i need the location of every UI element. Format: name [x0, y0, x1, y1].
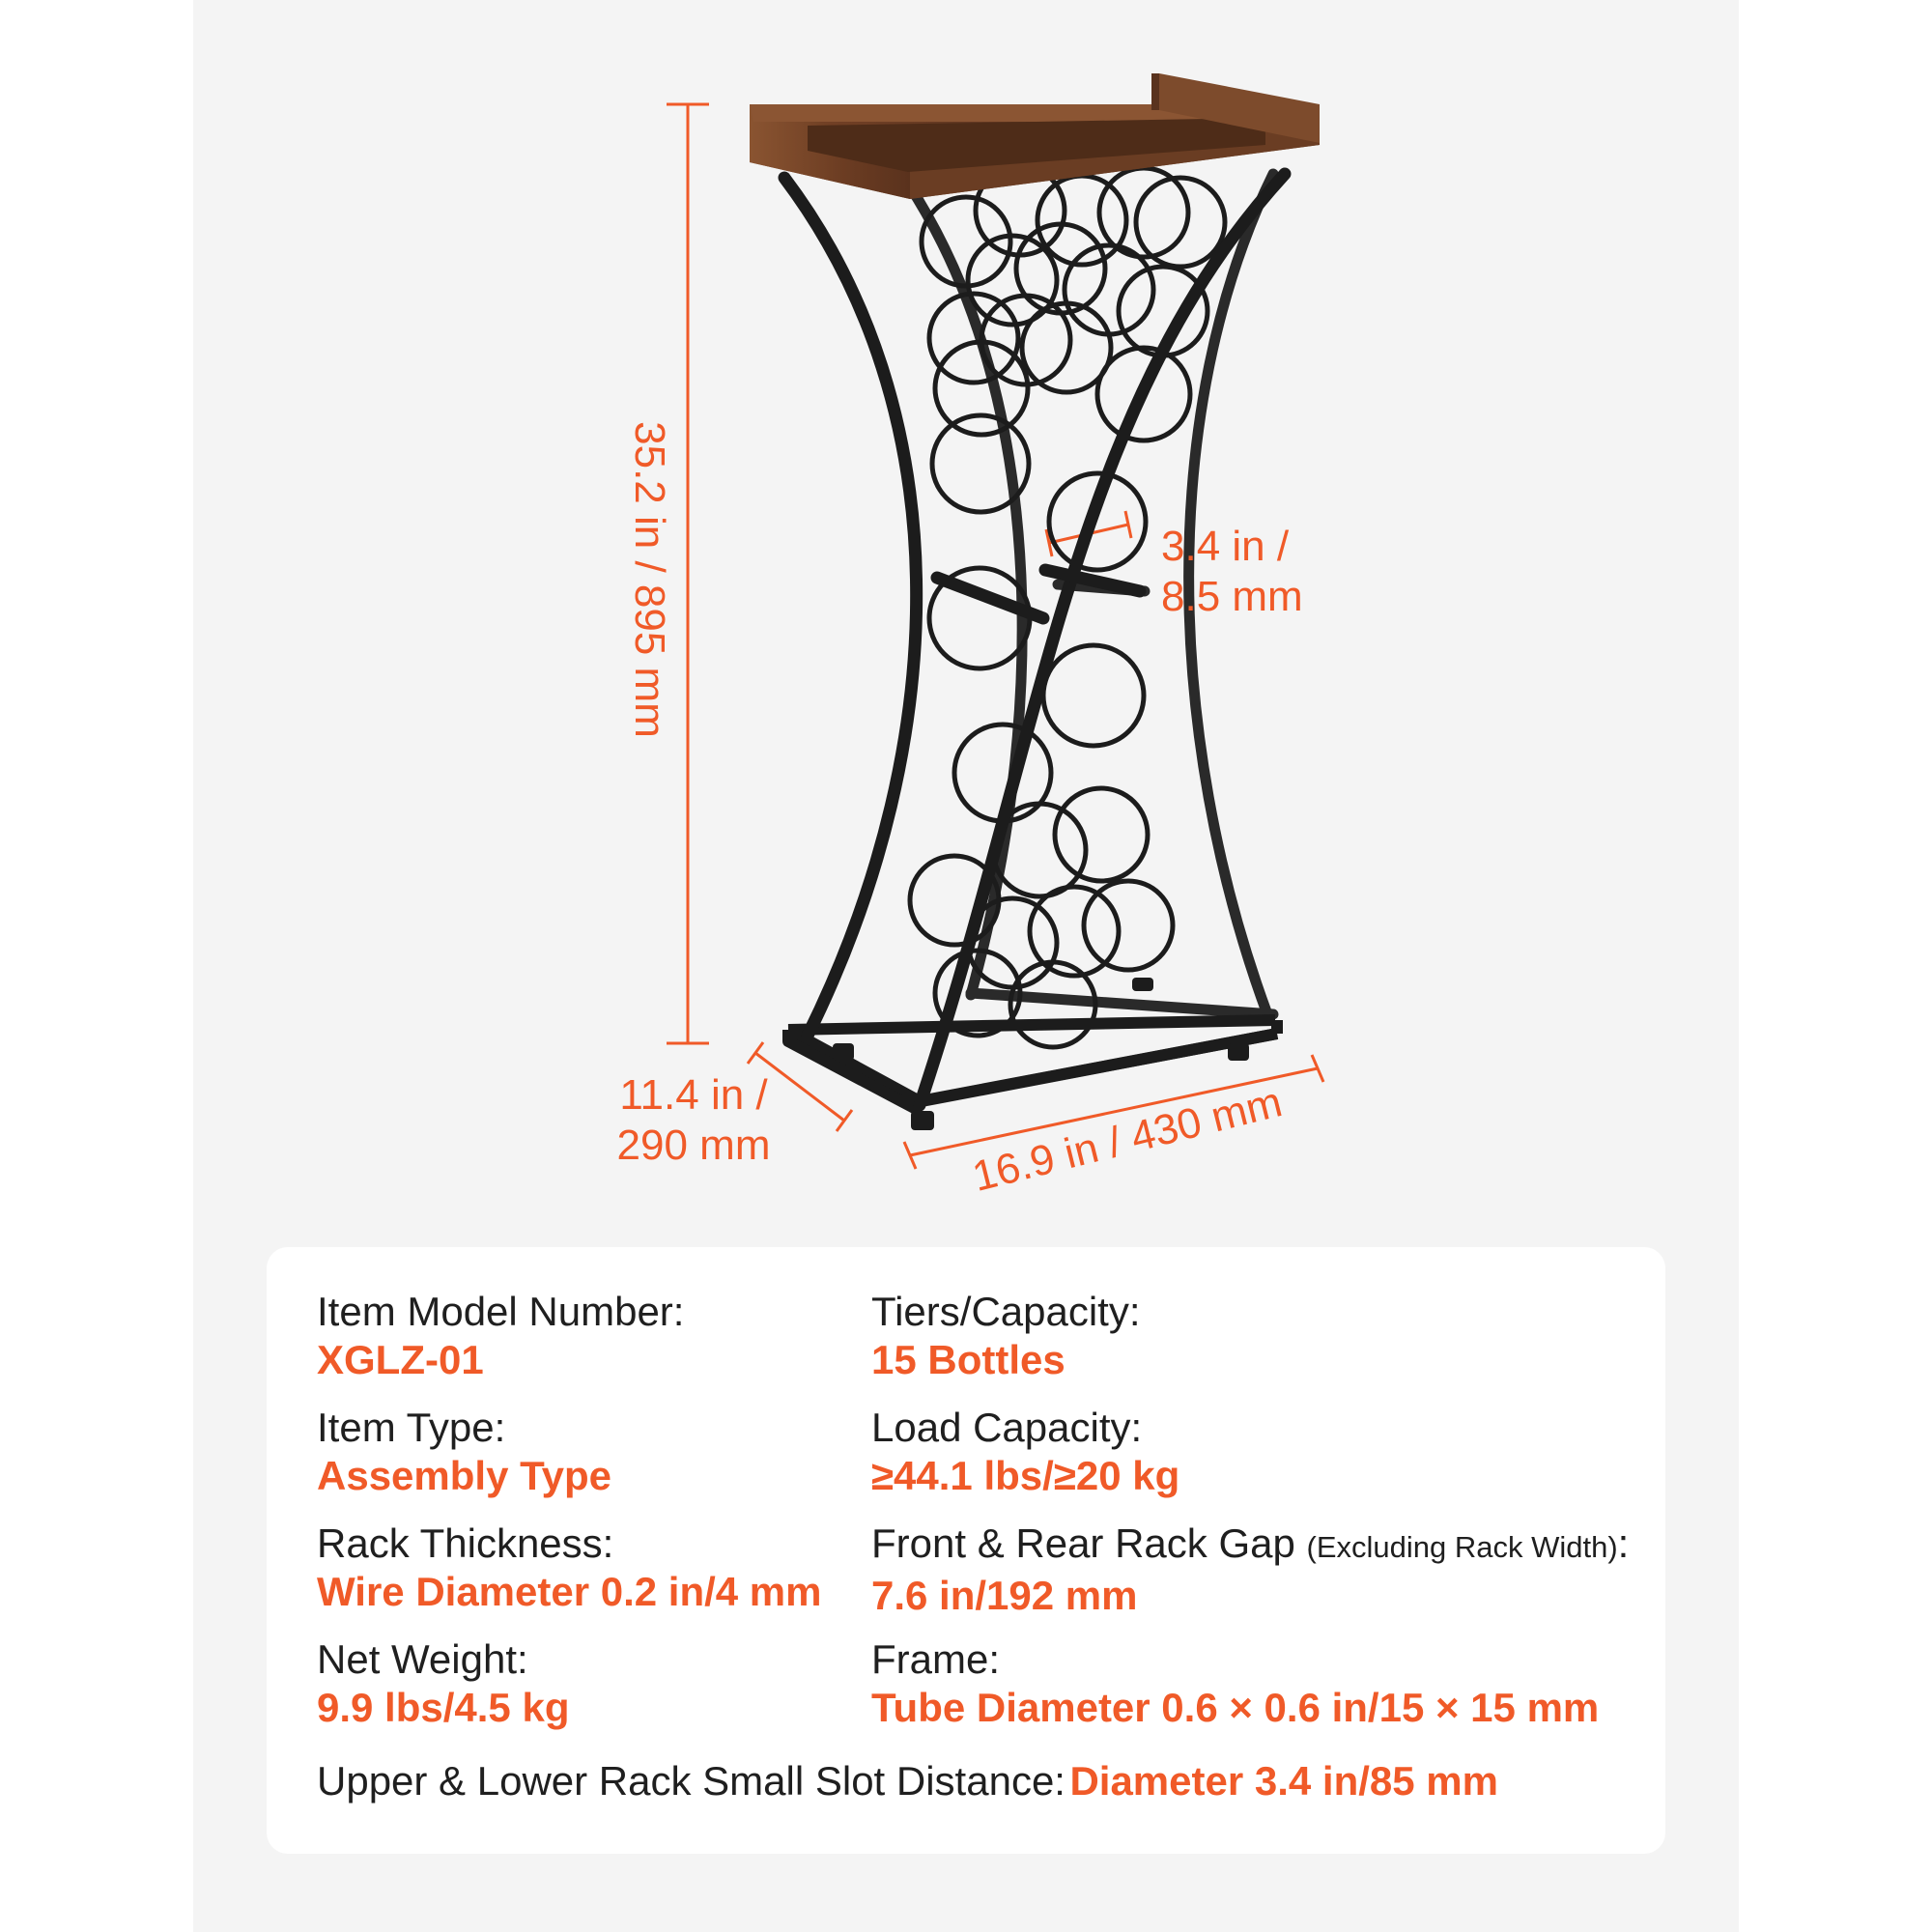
- spec-type-value: Assembly Type: [317, 1453, 612, 1498]
- slot-dimension-line1: 3.4 in /: [1161, 523, 1290, 570]
- spec-weight-label: Net Weight:: [317, 1636, 528, 1682]
- spec-load-value: ≥44.1 lbs/≥20 kg: [871, 1453, 1180, 1498]
- spec-capacity-value: 15 Bottles: [871, 1337, 1065, 1382]
- spec-gap-label: Front & Rear Rack Gap: [871, 1520, 1295, 1566]
- height-dimension-label: 35.2 in / 895 mm: [625, 421, 673, 738]
- spec-thickness-value: Wire Diameter 0.2 in/4 mm: [317, 1569, 822, 1614]
- spec-model-label: Item Model Number:: [317, 1289, 685, 1334]
- spec-thickness: [317, 1520, 822, 1616]
- spec-load: [871, 1404, 1179, 1500]
- spec-capacity-label: Tiers/Capacity:: [871, 1289, 1141, 1334]
- specifications-card: [267, 1247, 1665, 1854]
- width-dimension-label: 16.9 in / 430 mm: [967, 1078, 1287, 1201]
- slot-dimension-label: [1161, 522, 1303, 622]
- depth-dimension-label: [617, 1070, 771, 1171]
- spec-type-label: Item Type:: [317, 1405, 506, 1450]
- spec-slot-distance-value: Diameter 3.4 in/85 mm: [1069, 1758, 1498, 1804]
- spec-gap-value: 7.6 in/192 mm: [871, 1573, 1138, 1618]
- spec-frame-label: Frame:: [871, 1636, 1001, 1682]
- spec-capacity: [871, 1288, 1141, 1384]
- spec-gap-colon: :: [1617, 1520, 1630, 1566]
- spec-gap: [871, 1520, 1629, 1620]
- spec-weight: [317, 1635, 569, 1732]
- depth-dimension-line1: 11.4 in /: [619, 1071, 768, 1120]
- spec-gap-label-row: [871, 1520, 1629, 1572]
- slot-dimension-line2: 8.5 mm: [1161, 572, 1303, 620]
- spec-frame: [871, 1635, 1599, 1732]
- spec-slot-distance: [317, 1757, 1498, 1805]
- spec-type: [317, 1404, 611, 1500]
- spec-thickness-label: Rack Thickness:: [317, 1520, 614, 1566]
- spec-weight-value: 9.9 lbs/4.5 kg: [317, 1685, 570, 1730]
- spec-model: [317, 1288, 684, 1384]
- wooden-top-tray: [750, 73, 1320, 199]
- depth-dimension-line2: 290 mm: [616, 1122, 771, 1169]
- spec-load-label: Load Capacity:: [871, 1405, 1143, 1450]
- spec-model-value: XGLZ-01: [317, 1337, 484, 1382]
- spec-gap-note: (Excluding Rack Width): [1306, 1530, 1618, 1564]
- spec-slot-distance-label: Upper & Lower Rack Small Slot Distance:: [317, 1758, 1065, 1804]
- spec-frame-value: Tube Diameter 0.6 × 0.6 in/15 × 15 mm: [871, 1685, 1600, 1730]
